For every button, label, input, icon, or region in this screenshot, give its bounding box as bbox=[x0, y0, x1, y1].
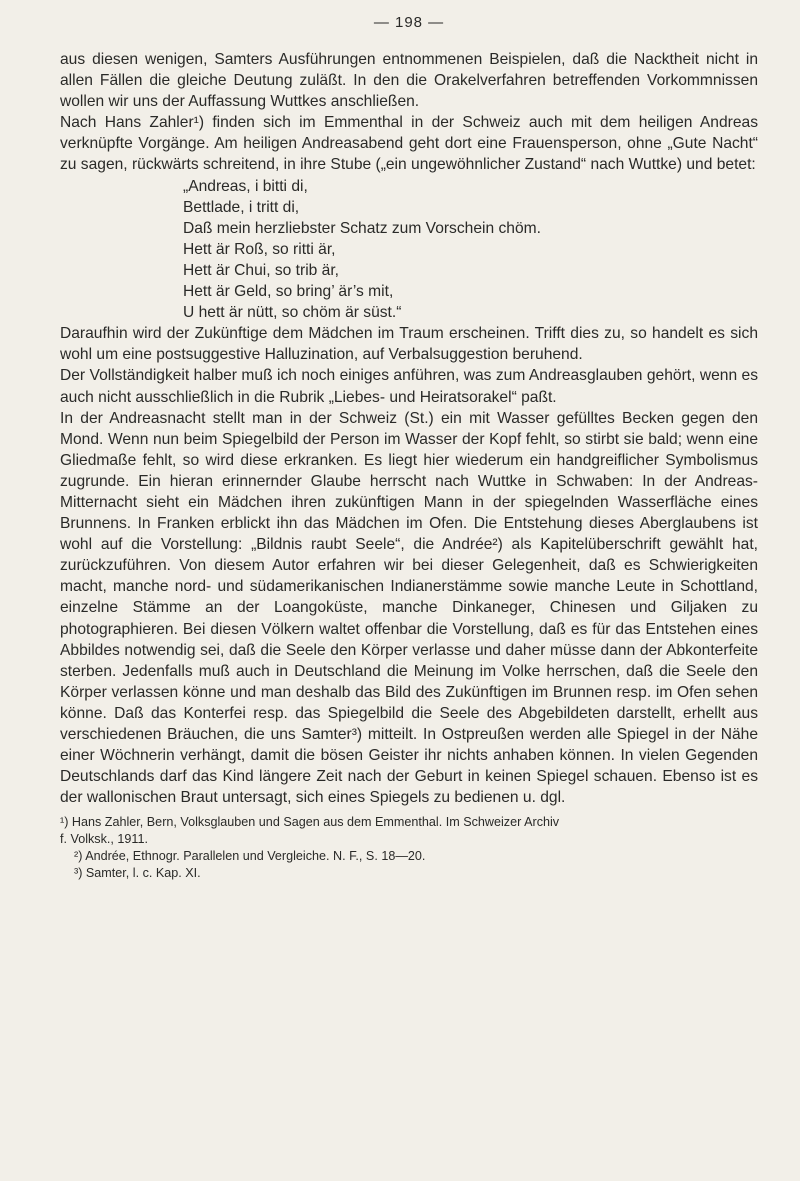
paragraph-4: Der Vollständigkeit halber muß ich noch einiges anführen, was zum Andreasglauben gehört, wenn es auch nicht ausschließlich in die Rubrik „Liebes- und Heiratsorakel“ paßt. bbox=[60, 367, 758, 406]
verse-line: U hett är nütt, so chöm är süst.“ bbox=[183, 304, 402, 322]
verse-line: „Andreas, i bitti di, bbox=[183, 177, 308, 195]
body-text bbox=[60, 49, 758, 808]
paragraph-5: In der Andreasnacht stellt man in der Schweiz (St.) ein mit Wasser gefülltes Becken gegen den Mond. Wenn nun beim Spiegelbild der Person im Wasser der Kopf fehlt, so stirbt sie bald; wenn eine Gliedmaße fehlt, so wird diese erkranken. Es liegt hier wiederum ein handgreiflicher Symbolismus zugrunde. Ein hieran erinnernder Glaube herrscht nach Wuttke in Schwaben: In der Andreas-Mitternacht sieht ein Mädchen ihren zukünftigen Mann in der spiegelnden Wasserfläche eines Brunnens. In Franken erblickt ihn das Mädchen im Ofen. Die Entstehung dieses Aberglaubens ist wohl auf die Vorstellung: „Bildnis raubt Seele“, die Andrée²) als Kapitelüberschrift gewählt hat, zurückzuführen. Von diesem Autor erfahren wir bei dieser Gelegenheit, daß es Schwierigkeiten macht, manche nord- und südamerikanischen Indianerstämme sowie manche Leute in Schottland, einzelne Stämme an der Loangoküste, manche Dinkaneger, Chinesen und Giljaken zu photographieren. Bei diesen Völkern waltet offenbar die Vorstellung, daß es für das Entstehen eines Abbildes notwendig sei, daß die Seele den Körper verlasse und daher müsse dann der Abkonterfeite sterben. Jedenfalls muß auch in Deutschland die Meinung im Volke herrschen, daß die Seele den Körper verlassen könne und man deshalb das Bild des Zukünftigen im Brunnen resp. im Ofen sehen könne. Daß das Konterfei resp. das Spiegelbild die Seele des Abgebildeten darstellt, erhellt aus verschiedenen Bräuchen, die uns Samter³) mitteilt. In Ostpreußen werden alle Spiegel in der Nähe einer Wöchnerin verhängt, damit die bösen Geister ihr nichts anhaben können. In vielen Gegenden Deutschlands darf das Kind längere Zeit nach der Geburt in keinen Spiegel schauen. Ebenso ist es der wallonischen Braut untersagt, sich eines Spiegels zu bedienen u. dgl. bbox=[60, 409, 758, 807]
verse-line: Hett är Roß, so ritti är, bbox=[183, 240, 336, 258]
paragraph-2: Nach Hans Zahler¹) finden sich im Emmenthal in der Schweiz auch mit dem heiligen Andreas verknüpfte Vorgänge. Am heiligen Andreasabend geht dort eine Frauensperson, ohne „Gute Nacht“ zu sagen, rückwärts schreitend, in ihre Stube („ein ungewöhnlicher Zustand“ nach Wuttke) und betet: bbox=[60, 114, 758, 174]
paragraph-1: aus diesen wenigen, Samters Ausführungen entnommenen Beispielen, daß die Nacktheit nicht in allen Fällen die gleiche Deutung zuläßt. In den die Orakelverfahren betreffenden Vorkommnissen wollen wir uns der Auffassung Wuttkes anschließen. bbox=[60, 51, 758, 111]
footnote-1-continued: f. Volksk., 1911. bbox=[60, 832, 148, 847]
footnote-3: ³) Samter, l. c. Kap. XI. bbox=[74, 866, 201, 881]
paragraph-3: Daraufhin wird der Zukünftige dem Mädchen im Traum erscheinen. Trifft dies zu, so handelt es sich wohl um eine postsuggestive Halluzination, auf Verbalsuggestion beruhend. bbox=[60, 325, 758, 364]
verse-line: Hett är Geld, so bring’ är’s mit, bbox=[183, 283, 394, 301]
verse-line: Hett är Chui, so trib är, bbox=[183, 261, 339, 279]
footnote-2: ²) Andrée, Ethnogr. Parallelen und Vergleiche. N. F., S. 18—20. bbox=[74, 849, 426, 864]
verse-block bbox=[183, 176, 758, 324]
footnotes bbox=[60, 814, 758, 882]
footnote-1: ¹) Hans Zahler, Bern, Volksglauben und Sagen aus dem Emmenthal. Im Schweizer Archiv bbox=[60, 815, 560, 830]
page-number: — 198 — bbox=[373, 14, 445, 31]
verse-line: Bettlade, i tritt di, bbox=[183, 198, 300, 216]
verse-line: Daß mein herzliebster Schatz zum Vorschein chöm. bbox=[183, 219, 541, 237]
